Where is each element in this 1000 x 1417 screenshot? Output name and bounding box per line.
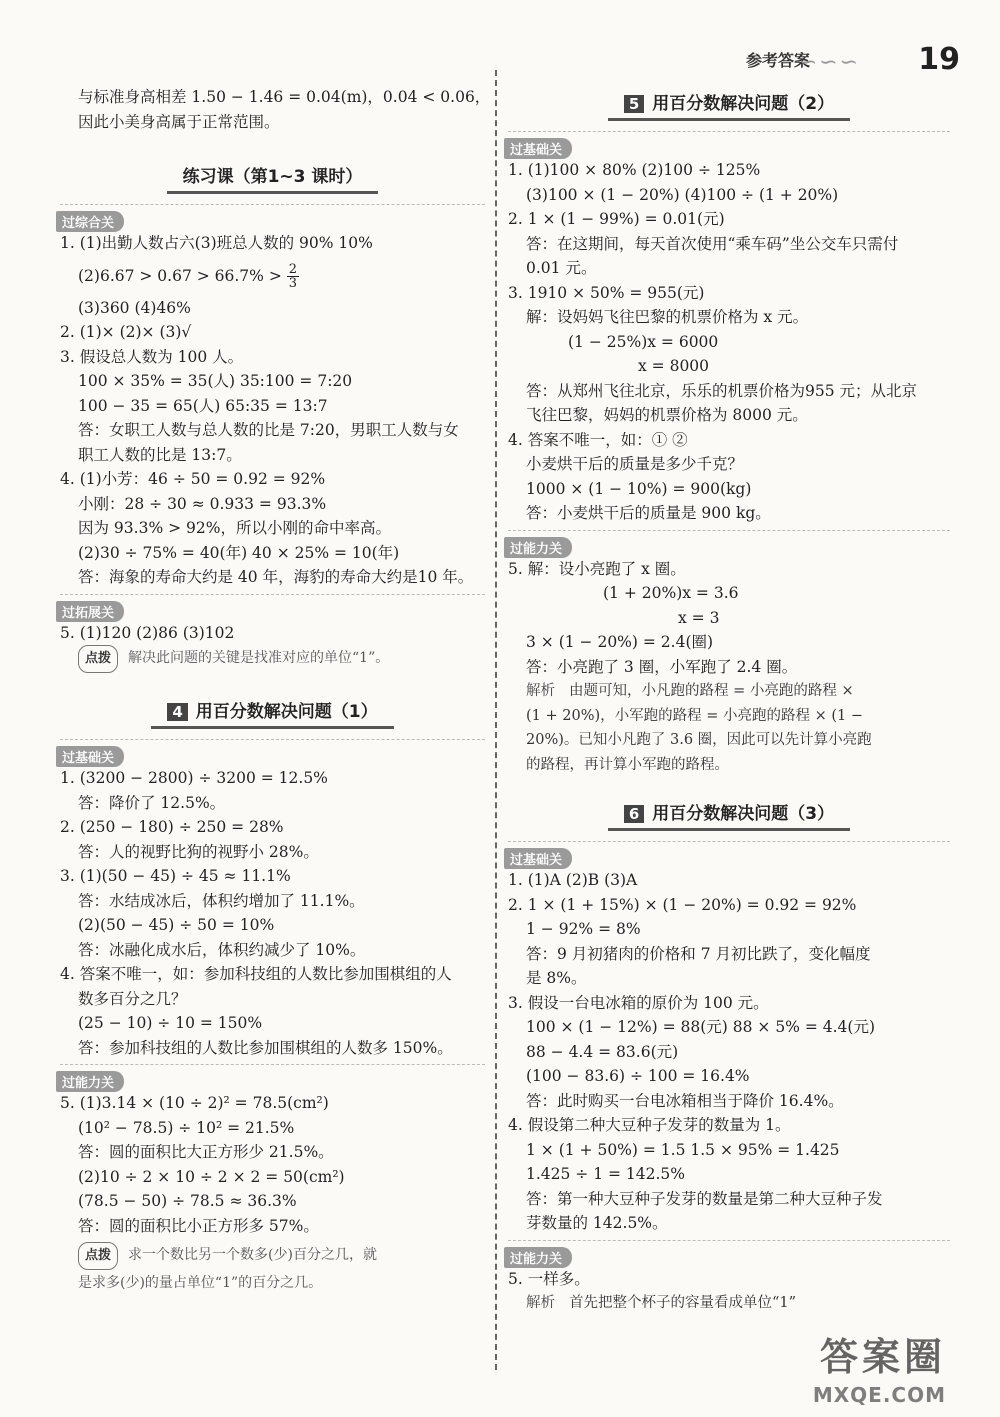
answer-line: 4. 假设第二种大豆种子发芽的数量为 1。 — [508, 1116, 791, 1134]
answer-line: 100 × 35% = 35(人) 35:100 = 7:20 — [78, 372, 353, 390]
answer-line: 答：9 月初猪肉的价格和 7 月初比跌了，变化幅度 — [526, 944, 871, 963]
answer-line: 3. 假设一台电冰箱的原价为 100 元。 — [508, 993, 769, 1012]
answer-line: 5. (1)120 (2)86 (3)102 — [60, 623, 235, 642]
analysis-label: 解析 — [526, 683, 555, 699]
tag-row — [508, 530, 950, 557]
answer-line: 4. 答案不唯一，如：① ② — [508, 430, 688, 449]
answer-line: x = 3 — [678, 608, 720, 627]
header-label: 参考答案 — [745, 51, 810, 70]
answer-line: 3. 1910 × 50% = 955(元) — [508, 283, 705, 302]
answer-line: 答：第一种大豆种子发芽的数量是第二种大豆种子发 — [526, 1189, 883, 1208]
answer-line: 1 − 92% = 8% — [526, 920, 641, 938]
answer-line: 答：女职工人数与总人数的比是 7:20，男职工人数与女 — [78, 421, 459, 439]
answer-line: (2)30 ÷ 75% = 40(年) 40 × 25% = 10(年) — [78, 543, 400, 562]
hint-tag: 点拨 — [78, 645, 118, 673]
answer-line: (78.5 − 50) ÷ 78.5 ≈ 36.3% — [78, 1192, 297, 1210]
left-column — [60, 85, 491, 1296]
tag-row — [60, 594, 485, 621]
answer-line: 5. (1)3.14 × (10 ÷ 2)² = 78.5(cm²) — [60, 1094, 329, 1112]
answer-line: (100 − 83.6) ÷ 100 = 16.4% — [526, 1067, 750, 1085]
answer-line: (1 − 25%)x = 6000 — [568, 332, 719, 351]
analysis-line: 的路程，再计算小军跑的路程。 — [526, 756, 729, 773]
answer-line: 数多百分之几？ — [78, 989, 187, 1008]
watermark-bottom: MXQE.COM — [812, 1383, 946, 1407]
watermark — [770, 1337, 960, 1407]
analysis-line: 20%)。已知小凡跑了 3.6 圈，因此可以先计算小亮跑 — [526, 732, 872, 748]
answer-line: 1 × (1 + 50%) = 1.5 1.5 × 95% = 1.425 — [526, 1140, 840, 1159]
tag-nengli: 过能力关 — [504, 1247, 572, 1268]
tag-nengli: 过能力关 — [56, 1071, 124, 1092]
practice-title: 练习课（第1~3 课时） — [60, 158, 485, 194]
tag-row — [60, 204, 485, 231]
hint-tag: 点拨 — [78, 1242, 118, 1270]
fraction: $\frac{2}{3}$ — [288, 262, 298, 291]
header-decoration: ∽∽∽ — [798, 50, 860, 75]
answer-line: 答：小麦烘干后的质量是 900 kg。 — [526, 504, 771, 522]
answer-line: 1. (1)出勤人数占六(3)班总人数的 90% 10% — [60, 234, 373, 252]
analysis: 解析 由题可知，小凡跑的路程 = 小亮跑的路程 × — [526, 683, 854, 699]
answer-line: 100 − 35 = 65(人) 65:35 = 13:7 — [78, 396, 328, 415]
answer-line: 答：海象的寿命大约是 40 年，海豹的寿命大约是10 年。 — [78, 568, 474, 586]
hint: 点拨 求一个数比另一个数多(少)百分之几，就 — [60, 1242, 485, 1270]
answer-line: 5. 解：设小亮跑了 x 圈。 — [508, 559, 686, 578]
tag-jichu: 过基础关 — [504, 848, 572, 869]
intro-line: 与标准身高相差 1.50 − 1.46 = 0.04(m)，0.04 < 0.06， — [78, 88, 491, 106]
answer-line: 芽数量的 142.5%。 — [526, 1214, 668, 1232]
intro-line: 因此小美身高属于正常范围。 — [78, 112, 280, 131]
tag-row — [60, 1064, 485, 1091]
answer-line: 3. (1)(50 − 45) ÷ 45 ≈ 11.1% — [60, 867, 291, 885]
answer-line: 答：圆的面积比大正方形少 21.5%。 — [78, 1143, 334, 1161]
tag-jichu: 过基础关 — [504, 138, 572, 159]
answer-line: 2. (250 − 180) ÷ 250 = 28% — [60, 818, 284, 836]
answer-line: x = 8000 — [638, 357, 710, 375]
hint: 点拨 解决此问题的关键是找准对应的单位“1”。 — [60, 645, 485, 673]
tag-nengli: 过能力关 — [504, 537, 572, 558]
answer-line: (25 − 10) ÷ 10 = 150% — [78, 1014, 263, 1032]
section-6-title: 6 用百分数解决问题（3） — [508, 795, 950, 831]
answer-line: (2)10 ÷ 2 × 10 ÷ 2 × 2 = 50(cm²) — [78, 1167, 345, 1186]
answer-line: 小刚：28 ÷ 30 ≈ 0.933 = 93.3% — [78, 494, 327, 513]
answer-line: 解：设妈妈飞往巴黎的机票价格为 x 元。 — [526, 308, 809, 326]
answer-line: 3. 假设总人数为 100 人。 — [60, 347, 244, 366]
answer-line: 0.01 元。 — [526, 259, 597, 277]
answer-line: 100 × (1 − 12%) = 88(元) 88 × 5% = 4.4(元) — [526, 1018, 875, 1036]
answer-line: 5. 一样多。 — [508, 1269, 590, 1288]
answer-line: 答：水结成冰后，体积约增加了 11.1%。 — [78, 891, 365, 910]
analysis-line: (1 + 20%)，小军跑的路程 = 小亮跑的路程 × (1 − — [526, 707, 864, 724]
answer-line: (10² − 78.5) ÷ 10² = 21.5% — [78, 1118, 295, 1137]
column-divider — [495, 70, 497, 1370]
page-number: 19 — [918, 42, 960, 77]
answer-line: 1. (3200 − 2800) ÷ 3200 = 12.5% — [60, 769, 328, 787]
answer-line: (2)(50 − 45) ÷ 50 = 10% — [78, 916, 275, 934]
answer-line: 2. 1 × (1 + 15%) × (1 − 20%) = 0.92 = 92% — [508, 895, 857, 914]
answer-line: 4. (1)小芳：46 ÷ 50 = 0.92 = 92% — [60, 470, 326, 488]
tag-row — [508, 131, 950, 158]
answer-line: 1000 × (1 − 10%) = 900(kg) — [526, 479, 752, 498]
answer-line: 2. (1)× (2)× (3)√ — [60, 323, 192, 341]
answer-line: (3)100 × (1 − 20%) (4)100 ÷ (1 + 20%) — [526, 185, 839, 204]
tag-tuozhan: 过拓展关 — [56, 601, 124, 622]
hint-line: 是求多(少)的量占单位“1”的百分之几。 — [78, 1275, 323, 1291]
tag-row — [508, 1240, 950, 1267]
tag-jichu: 过基础关 — [56, 746, 124, 767]
answer-line: 是 8%。 — [526, 969, 587, 987]
answer-line: 答：参加科技组的人数比参加围棋组的人数多 150%。 — [78, 1038, 453, 1057]
answer-line: 答：在这期间，每天首次使用“乘车码”坐公交车只需付 — [526, 234, 899, 253]
answer-line: 答：圆的面积比小正方形多 57%。 — [78, 1216, 319, 1235]
section-4-title: 4 用百分数解决问题（1） — [60, 693, 485, 729]
tag-row — [60, 739, 485, 766]
section-5-title: 5 用百分数解决问题（2） — [508, 85, 950, 121]
answer-line: 答：冰融化成水后，体积约减少了 10%。 — [78, 940, 366, 959]
answer-line: (2)6.67 > 0.67 > 66.7% > $\frac{2}{3}$ — [78, 262, 298, 291]
answer-line: (3)360 (4)46% — [78, 298, 191, 317]
tag-zonghe: 过综合关 — [56, 211, 124, 232]
answer-line: 2. 1 × (1 − 99%) = 0.01(元) — [508, 210, 725, 228]
answer-line: 答：从郑州飞往北京，乐乐的机票价格为955 元；从北京 — [526, 381, 918, 400]
answer-line: 答：小亮跑了 3 圈，小军跑了 2.4 圈。 — [526, 657, 798, 676]
answer-line: 因为 93.3% > 92%，所以小刚的命中率高。 — [78, 519, 391, 537]
analysis: 解析 首先把整个杯子的容量看成单位“1” — [526, 1295, 797, 1311]
answer-line: 1. (1)A (2)B (3)A — [508, 871, 638, 889]
answer-line: 职工人数的比是 13:7。 — [78, 445, 242, 464]
tag-row — [508, 841, 950, 868]
answer-line: (1 + 20%)x = 3.6 — [603, 584, 739, 602]
answer-line: 1. (1)100 × 80% (2)100 ÷ 125% — [508, 161, 761, 179]
answer-line: 88 − 4.4 = 83.6(元) — [526, 1042, 679, 1061]
answer-line: 飞往巴黎，妈妈的机票价格为 8000 元。 — [526, 406, 808, 424]
watermark-top: 答案圈 — [819, 1335, 946, 1379]
answer-line: 答：降价了 12.5%。 — [78, 793, 226, 812]
analysis-label: 解析 — [526, 1295, 555, 1311]
answer-line: 答：人的视野比狗的视野小 28%。 — [78, 842, 319, 861]
answer-line: 4. 答案不唯一，如：参加科技组的人数比参加围棋组的人 — [60, 965, 452, 983]
answer-line: 3 × (1 − 20%) = 2.4(圈) — [526, 633, 714, 651]
answer-line: 答：此时购买一台电冰箱相当于降价 16.4%。 — [526, 1091, 844, 1110]
answer-line: 1.425 ÷ 1 = 142.5% — [526, 1165, 686, 1183]
right-column — [508, 85, 950, 1316]
answer-line: 小麦烘干后的质量是多少千克？ — [526, 455, 744, 473]
